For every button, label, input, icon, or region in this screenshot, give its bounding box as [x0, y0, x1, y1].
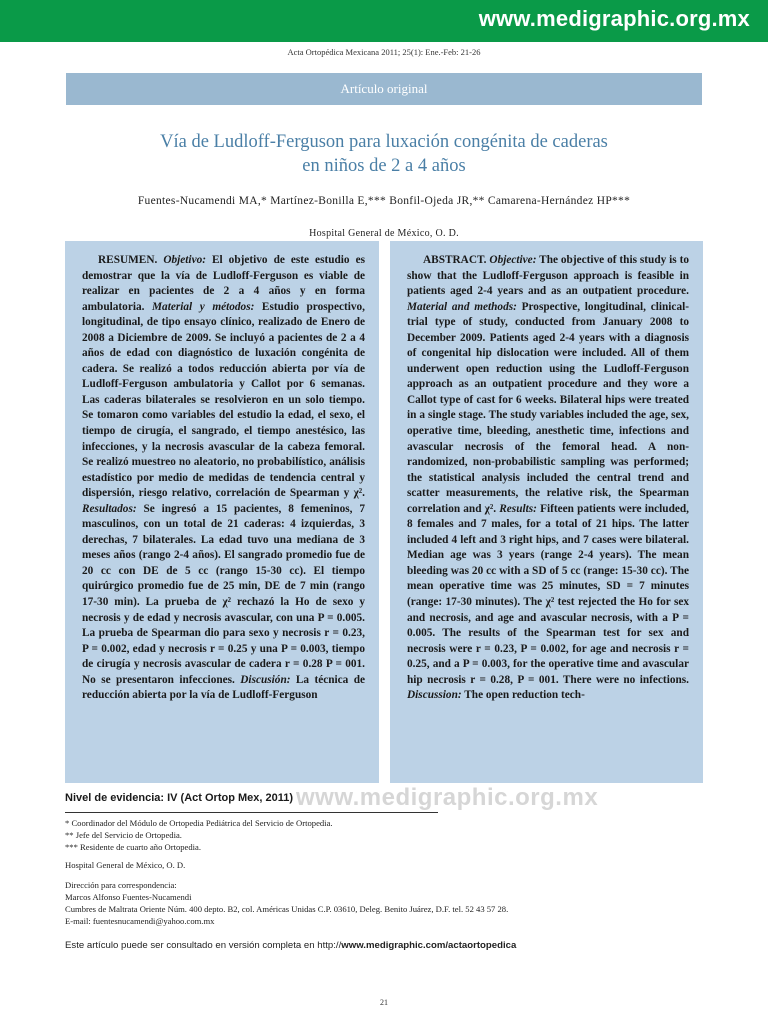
footnote-divider [65, 812, 438, 813]
abstract-objective-text: The objective of this study is to show that the Ludloff-Ferguson approach is feasible in patients aged 2-4 years and as an outpatient procedure. [407, 254, 689, 298]
resumen-discussion-text: La técnica de reducción abierta por la vía de Ludloff-Ferguson [82, 673, 366, 702]
abstract-results-text: Fifteen patients were included, 8 females and 7 males, for a total of 21 hips. The latter included 4 left and 3 right hips, and 7 cases were bilateral. Median age was 3 years (range 2-4 years). The mean bleeding was 20 cc with a SD of 5 cc (range: 15-30 cc). The mean operative time was 25 minutes, SD = 7 minutes (range: 17-30 minutes). The χ² test rejected the Ho for sex and necrosis, and age and avascular necrosis, with a P = 0.005. The results of the Spearman test for sex and necrosis were r = 0.23, P = 0.002, for age and necrosis r = 0.25, and a P = 0.003, for the operative time and avascular hip necrosis r = 0.28, P = 001. There were no infections. [407, 502, 689, 686]
author-affiliation: Hospital General de México, O. D. [309, 228, 459, 239]
consult-link[interactable]: www.medigraphic.com/actaortopedica [341, 940, 517, 951]
abstract-results-label: Results: [499, 502, 537, 515]
watermark: www.medigraphic.org.mx [296, 784, 599, 811]
correspondence-name: Marcos Alfonso Fuentes-Nucamendi [65, 892, 192, 902]
abstract-methods-text: Prospective, longitudinal, clinical-trial type of study, conducted from January 2008 to December 2009. Patients aged 2-4 years with a diagnosis of congenital hip dislocation were included. All of them underwent open reduction using the Ludloff-Ferguson approach as an outpatient procedure and they wore a Callot type of cast for 6 weeks. Bilateral hips were treated in a single stage. The study variables included the age, sex, operative time, bleeding, anesthetic time, infections and avascular necrosis of the femoral head. A non-randomized, non-probabilistic sampling was performed; the statistical analysis included the central trend and scatter measurements, the relative risk, the Spearman correlation and χ². [407, 300, 689, 515]
resumen-results-text: Se ingresó a 15 pacientes, 8 femeninos, 7 masculinos, con un total de 21 caderas: 4 izquierdas, 3 derechas, 7 bilaterales. La edad tuvo una mediana de 3 meses años (rango 2-4 años). El sangrado promedio fue de 20 cc con DE de 5 cc (rango 15-30 cc). El tiempo quirúrgico promedio fue de 25 min, DE de 7 min (rango 17-30 min). La prueba de χ² rechazó la Ho de sexo y necrosis y de edad y necrosis avascular, con una P = 0.005. La prueba de Spearman dio para sexo y necrosis r = 0.23, P = 0.002, edad y necrosis r = 0.25 y una P = 0.003, tiempo de cirugía y necrosis avascular de cadera r = 0.28 P = 001. No se presentaron infecciones. [82, 502, 365, 686]
author-list: Fuentes-Nucamendi MA,* Martínez-Bonilla E,*** Bonfil-Ojeda JR,** Camarena-Hernández HP*** [137, 195, 631, 207]
consult-note [65, 940, 516, 951]
abstract-box [390, 241, 703, 783]
title-line-2: en niños de 2 a 4 años [302, 156, 466, 176]
page-number: 21 [380, 998, 388, 1007]
abstract-heading: ABSTRACT. [423, 254, 487, 266]
resumen-box [65, 241, 379, 783]
resumen-objective-label: Objetivo: [163, 254, 206, 266]
resumen-objective-text: El objetivo de este estudio es demostrar que la vía de Ludloff-Ferguson es viable de realizar en pacientes de 2 a 4 años y en forma ambulatoria. [82, 254, 365, 313]
resumen-discussion-label: Discusión: [240, 673, 291, 686]
journal-citation: Acta Ortopédica Mexicana 2011; 25(1): Ene.-Feb: 21-26 [287, 47, 481, 57]
footnote-1: * Coordinador del Módulo de Ortopedia Pediátrica del Servicio de Ortopedia. [65, 818, 333, 828]
article-title [66, 130, 702, 178]
abstract-text [407, 253, 689, 704]
resumen-text [82, 253, 365, 704]
resumen-results-label: Resultados: [82, 502, 137, 515]
resumen-methods-text: Estudio prospectivo, longitudinal, de tipo ensayo clínico, realizado de Enero de 2008 a Diciembre de 2009. Se incluyó a pacientes de 2 a 4 años de edad con diagnóstico de luxación congénita de cadera. Se realizó a todos reducción abierta por vía de Ludloff-Ferguson ambulatoria y Callot por 6 semanas. Las caderas bilaterales se resolvieron en un solo tiempo. Se tomaron como variables del estudio la edad, el sexo, el tiempo de cirugía, el sangrado, el tiempo anestésico, las infecciones, y la necrosis avascular de la cabeza femoral. Se realizó muestreo no aleatorio, no probabilístico, análisis estadístico por medio de medidas de tendencia central y dispersión, riesgo relativo, correlación de Spearman y χ². [82, 300, 365, 500]
footnotes [65, 817, 705, 927]
abstract-methods-label: Material and methods: [407, 300, 517, 313]
article-type-banner [66, 73, 702, 105]
abstract-objective-label: Objective: [489, 254, 537, 266]
evidence-level: Nivel de evidencia: IV (Act Ortop Mex, 2011) [65, 792, 294, 804]
correspondence-label: Dirección para correspondencia: [65, 880, 177, 890]
article-type-label: Artículo original [340, 81, 428, 96]
consult-prefix: Este artículo puede ser consultado en versión completa en http:// [65, 940, 342, 951]
footnote-hospital: Hospital General de México, O. D. [65, 860, 186, 870]
title-line-1: Vía de Ludloff-Ferguson para luxación congénita de caderas [160, 132, 608, 152]
abstract-discussion-text: The open reduction tech- [461, 689, 585, 702]
resumen-heading: RESUMEN. [98, 254, 158, 266]
correspondence-address: Cumbres de Maltrata Oriente Núm. 400 depto. B2, col. Américas Unidas C.P. 03610, Deleg. Benito Juárez, D.F. tel. 52 43 57 28. [65, 904, 509, 914]
footnote-3: *** Residente de cuarto año Ortopedia. [65, 842, 202, 852]
correspondence-email[interactable]: E-mail: fuentesnucamendi@yahoo.com.mx [65, 916, 215, 926]
site-header-bar [0, 0, 768, 42]
site-url[interactable]: www.medigraphic.org.mx [478, 6, 750, 31]
footnote-2: ** Jefe del Servicio de Ortopedia. [65, 830, 182, 840]
abstract-discussion-label: Discussion: [407, 689, 462, 702]
resumen-methods-label: Material y métodos: [152, 300, 255, 313]
